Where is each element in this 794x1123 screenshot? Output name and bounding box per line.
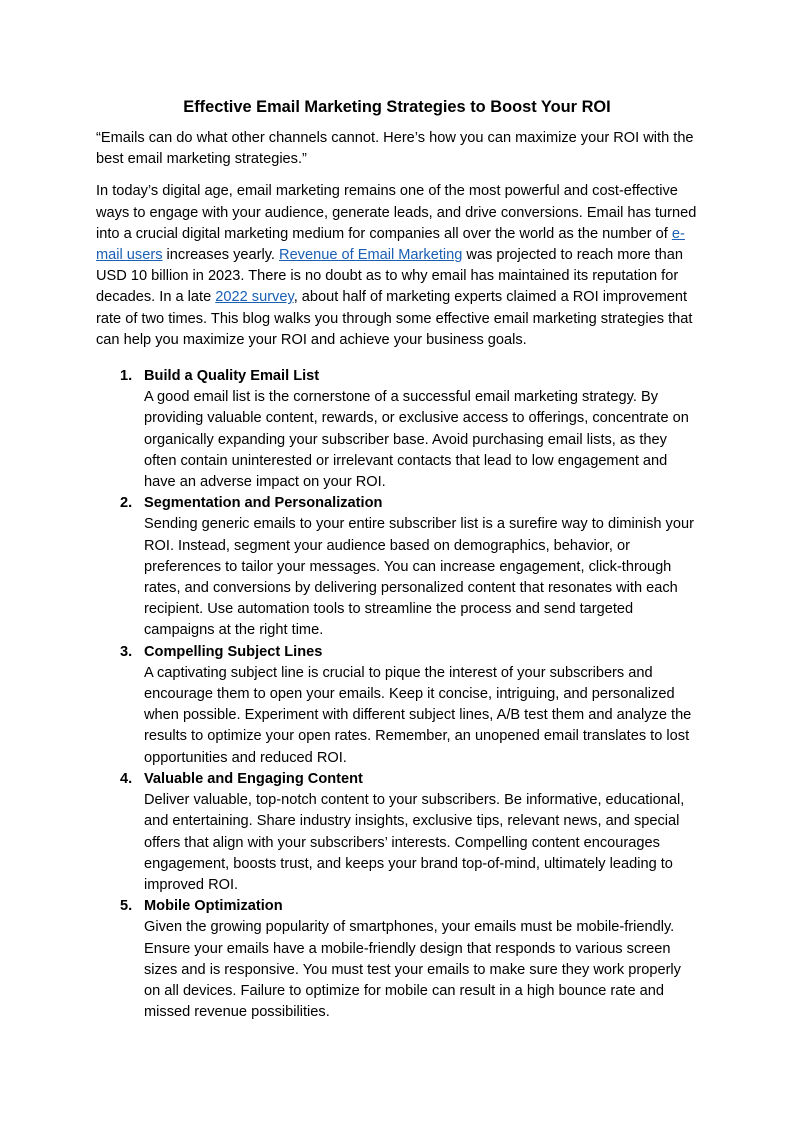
item-number: 5. [120,898,133,915]
item-body: Sending generic emails to your entire subscriber list is a surefire way to diminish your ROI. Instead, segment your audience based on demographics, behavior, or preferences to tailor your messages. You can increase engagement, click-through rates, and conversions by delivering personalized content that resonates with each recipient. Use automation tools to streamline the process and send targeted campaigns at the right time. [144,516,694,639]
item-body: Deliver valuable, top-notch content to your subscribers. Be informative, educational, and entertaining. Share industry insights, exclusive tips, relevant news, and special offers that align with your subscribers’ interests. Compelling content encourages engagement, boosts trust, and keeps your brand top-of-mind, ultimately leading to improved ROI. [144,792,685,893]
intro-text-4: , about half of marketing experts claimed a ROI improvement rate of two times. This blog walks you through some effective email marketing strategies that can help you maximize your ROI and achieve your business goals. [96,289,693,348]
item-title: Valuable and Engaging Content [144,770,363,787]
intro-text-3: was projected to reach more than USD 10 billion in 2023. There is no doubt as to why email has maintained its reputation for decades. In a late [96,247,684,306]
item-number: 4. [120,770,133,787]
strategy-list [96,366,698,1023]
intro-paragraph [96,181,698,351]
list-item [96,366,698,493]
list-item [96,769,698,896]
list-item [96,493,698,641]
intro-text-1: In today’s digital age, email marketing remains one of the most powerful and cost-effective ways to engage with your audience, generate leads, and drive conversions. Email has turned into a crucial digital marketing medium for companies all over the world as the number of [96,183,697,242]
survey-2022-link[interactable]: 2022 survey [215,289,294,306]
item-number: 1. [120,368,133,385]
item-body: Given the growing popularity of smartphones, your emails must be mobile-friendly. Ensure your emails have a mobile-friendly design that responds to various screen sizes and is responsive. You must test your emails to make sure they work properly on all devices. Failure to optimize for mobile can result in a high bounce rate and missed revenue possibilities. [144,919,681,1021]
item-body: A captivating subject line is crucial to pique the interest of your subscribers and encourage them to open your emails. Keep it concise, intriguing, and personalized when possible. Experiment with different subject lines, A/B test them and analyze the results to optimize your open rates. Remember, an unopened email translates to lost opportunities and reduced ROI. [144,664,692,766]
item-number: 3. [120,643,133,660]
email-users-link[interactable]: e-mail users [96,225,685,264]
list-item [96,896,698,1023]
email-marketing-revenue-link[interactable]: Revenue of Email Marketing [279,247,463,264]
item-number: 2. [120,495,133,512]
item-title: Mobile Optimization [144,898,283,915]
list-item [96,642,698,769]
item-title: Build a Quality Email List [144,368,320,385]
document-title: Effective Email Marketing Strategies to Boost Your ROI [183,98,611,116]
intro-quote: “Emails can do what other channels cannot. Here’s how you can maximize your ROI with the best email marketing strategies.” [96,130,694,168]
item-body: A good email list is the cornerstone of a successful email marketing strategy. By providing valuable content, rewards, or exclusive access to offerings, concentrate on organically expanding your subscriber base. Avoid purchasing email lists, as they often contain uninterested or irrelevant contacts that lead to low engagement and have an adverse impact on your ROI. [144,389,689,491]
intro-text-2: increases yearly. [162,247,280,264]
item-title: Segmentation and Personalization [144,495,383,512]
item-title: Compelling Subject Lines [144,643,323,660]
